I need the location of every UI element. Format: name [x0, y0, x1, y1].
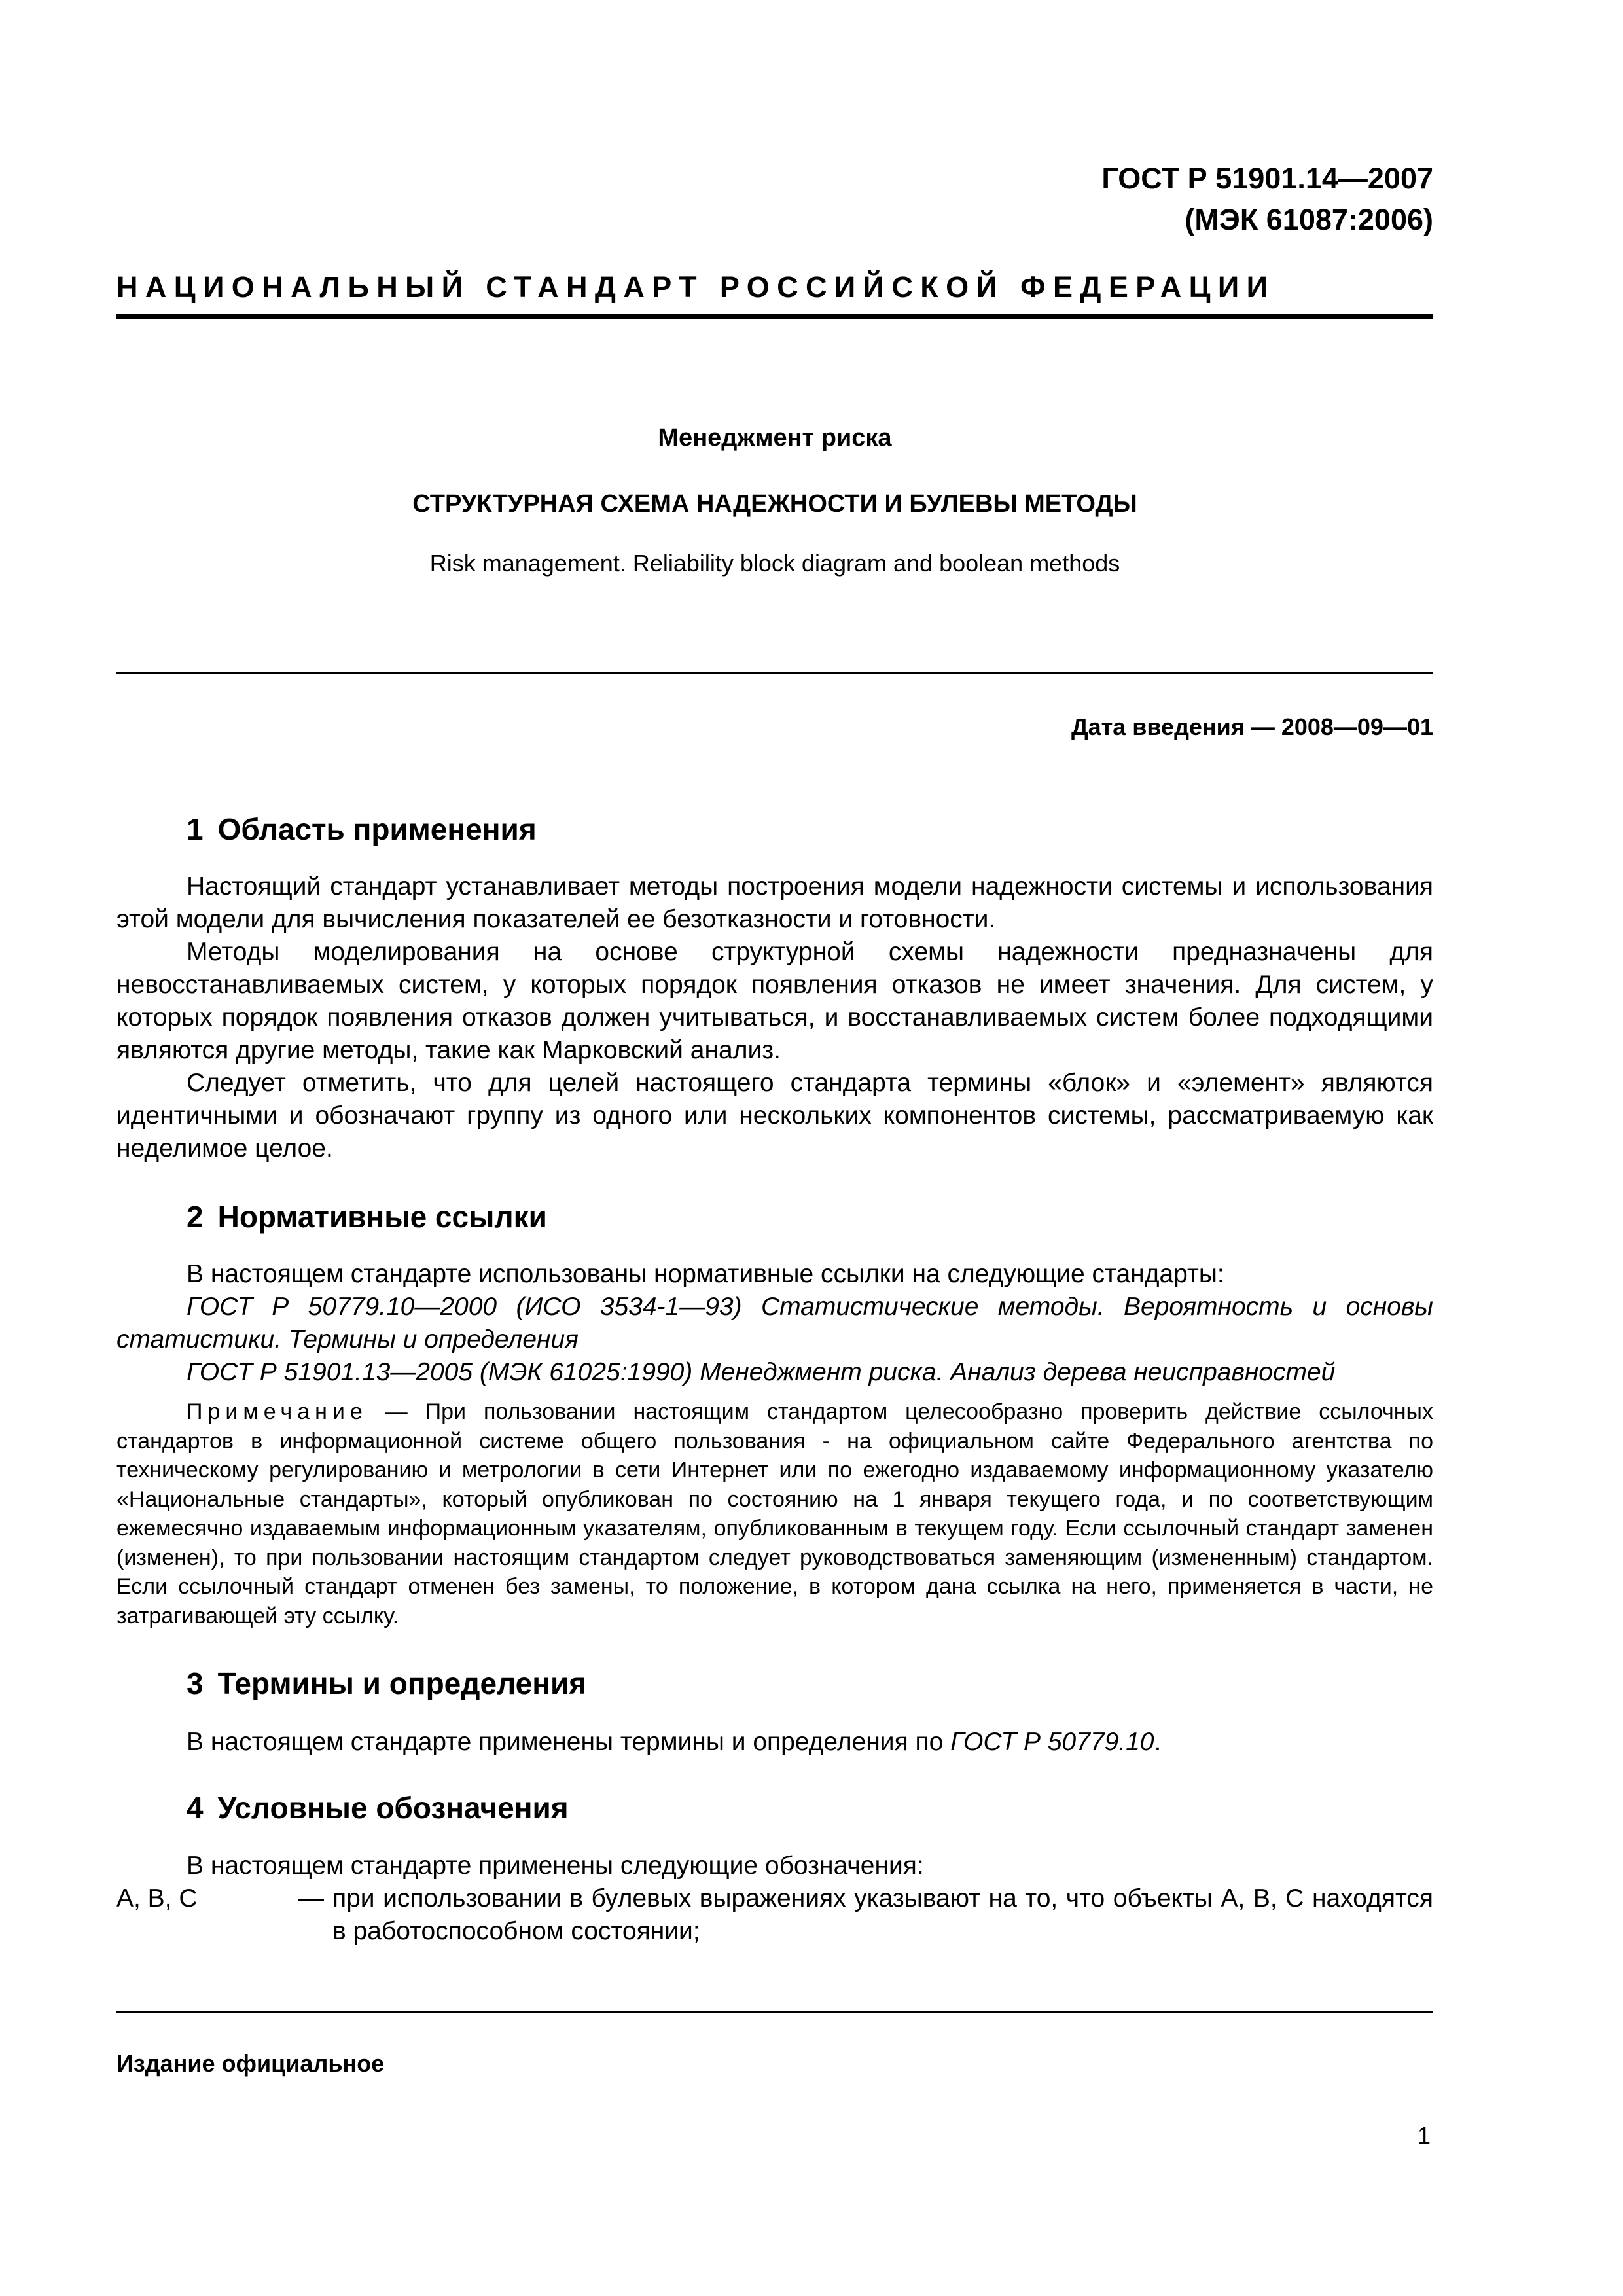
section-1-paragraph-2: Методы моделирования на основе структурной схемы надежности предназначены для невосстанавливаемых систем, у которых порядок появления отказов не имеет значения. Для систем, у которых порядок появления отказов должен учитываться, и восстанавливаемых систем более подходящими являются другие методы, такие как Марковский анализ. — [116, 938, 1433, 1064]
reference-1 — [116, 1291, 1433, 1356]
page-number: 1 — [1417, 2122, 1431, 2149]
standard-equivalent-code: (МЭК 61087:2006) — [1185, 203, 1433, 236]
section-4-paragraph: В настоящем стандарте применены следующие обозначения: — [187, 1852, 924, 1880]
section-1-paragraph-3: Следует отметить, что для целей настоящего стандарта термины «блок» и «элемент» являются идентичными и обозначают группу из одного или нескольких компонентов системы, рассматриваемую как неделимое целое. — [116, 1069, 1433, 1162]
note-text: — При пользовании настоящим стандартом целесообразно проверить действие ссылочных стандартов в информационной системе общего пользования - на официальном сайте Федерального агентства по техническому регулированию и метрологии в сети Интернет или по ежегодно издаваемому информационному указателю «Национальные стандарты», который опубликован по состоянию на 1 января текущего года, и по соответствующим ежемесячно издаваемым информационным указателям, опубликованным в текущем году. Если ссылочный стандарт заменен (изменен), то при пользовании настоящим стандартом следует руководствоваться заменяющим (измененным) стандартом. Если ссылочный стандарт отменен без замены, то положение, в котором дана ссылка на него, применяется в части, не затрагивающей эту ссылку. — [116, 1399, 1433, 1628]
section-number: 4 — [187, 1791, 204, 1825]
title-rule — [116, 672, 1433, 674]
section-number: 1 — [187, 812, 204, 846]
section-title: Нормативные ссылки — [217, 1200, 547, 1234]
section-3-text: В настоящем стандарте применены термины и определения по — [187, 1728, 951, 1756]
section-title: Условные обозначения — [217, 1791, 569, 1825]
symbol-term: A, B, C — [116, 1884, 198, 1912]
reference-2 — [116, 1356, 1433, 1389]
section-1-paragraph-1: Настоящий стандарт устанавливает методы построения модели надежности системы и использования этой модели для вычисления показателей ее безотказности и готовности. — [116, 872, 1433, 933]
standard-code: ГОСТ Р 51901.14—2007 — [1101, 162, 1433, 195]
section-title: Область применения — [217, 812, 537, 846]
header-rule — [116, 314, 1433, 319]
section-3-end: . — [1154, 1728, 1162, 1756]
symbol-definition — [116, 1882, 1433, 1948]
english-title: Risk management. Reliability block diagram and boolean methods — [429, 550, 1120, 577]
reference-1-text: ГОСТ Р 50779.10—2000 (ИСО 3534-1—93) Статистические методы. Вероятность и основы статистики. Термины и определения — [116, 1293, 1433, 1354]
footer-rule — [116, 2011, 1433, 2013]
introduction-date: Дата введения — 2008—09—01 — [1071, 713, 1433, 740]
section-1-heading — [187, 812, 537, 847]
document-title: СТРУКТУРНАЯ СХЕМА НАДЕЖНОСТИ И БУЛЕВЫ МЕТОДЫ — [412, 490, 1137, 518]
reference-2-text: ГОСТ Р 51901.13—2005 (МЭК 61025:1990) Менеджмент риска. Анализ дерева неисправностей — [187, 1358, 1336, 1386]
official-edition-label: Издание официальное — [116, 2050, 385, 2077]
section-2-paragraph: В настоящем стандарте использованы нормативные ссылки на следующие стандарты: — [187, 1260, 1224, 1288]
document-subtitle: Менеджмент риска — [658, 424, 892, 452]
section-3-paragraph — [116, 1726, 1433, 1759]
section-number: 2 — [187, 1200, 204, 1234]
section-3-reference: ГОСТ Р 50779.10 — [950, 1728, 1154, 1756]
section-3-heading — [187, 1666, 586, 1701]
section-title: Термины и определения — [217, 1666, 587, 1700]
national-standard-banner: НАЦИОНАЛЬНЫЙ СТАНДАРТ РОССИЙСКОЙ ФЕДЕРАЦИИ — [116, 270, 1275, 304]
note — [116, 1397, 1433, 1630]
section-4-heading — [187, 1790, 569, 1825]
note-label: Примечание — [187, 1399, 368, 1424]
symbol-description: при использовании в булевых выражениях указывают на то, что объекты A, B, C находятся в работоспособном состоянии; — [332, 1884, 1433, 1945]
section-2-heading — [187, 1199, 547, 1234]
symbol-dash: — — [298, 1884, 324, 1912]
section-number: 3 — [187, 1666, 204, 1700]
